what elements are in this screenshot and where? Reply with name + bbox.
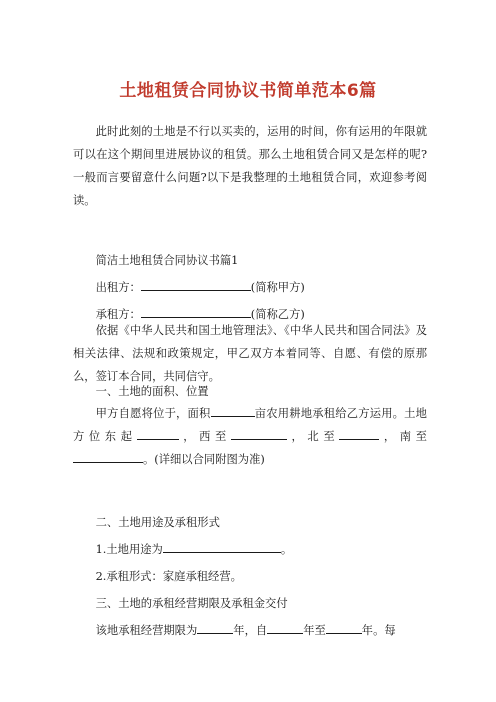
area-blank <box>211 404 255 417</box>
basis-paragraph: 依据《中华人民共和国土地管理法》、《中华人民共和国合同法》及相关法律、法规和政策规定，甲乙双方本着同等、自愿、有偿的原那么，签订本合同，共同信守。 <box>73 324 427 383</box>
document-title: 土地租赁合同协议书简单范本6篇 <box>119 81 377 101</box>
south-blank <box>73 450 143 463</box>
land-area-paragraph <box>73 402 427 471</box>
end-year-blank <box>326 621 362 634</box>
heading-land-area: 一、土地的面积、位置 <box>95 385 209 398</box>
lessee-blank <box>141 305 251 318</box>
west-blank <box>231 427 287 440</box>
use-label: 1.土地用途为 <box>95 543 163 556</box>
use-end: 。 <box>280 543 293 556</box>
lessee-note: (简称乙方) <box>250 308 305 321</box>
term-text-c: 年至 <box>303 624 326 637</box>
intro-paragraph: 此时此刻的土地是不行以买卖的，运用的时间，你有运用的年限就可以在这个期间里进展协议的租赁。那么土地租赁合同又是怎样的呢?一般而言要留意什么问题?以下是我整理的土地租赁合同，欢迎参考阅读。 <box>73 125 427 207</box>
p1-text-c: ，西至 <box>178 430 231 443</box>
term-text-d: 年。每 <box>361 624 396 637</box>
section-title: 简洁土地租赁合同协议书篇1 <box>95 254 239 267</box>
lease-form-line: 2.承租形式：家庭承租经营。 <box>95 570 242 583</box>
term-text-a: 该地承租经营期限为 <box>95 624 198 637</box>
p1-text-e: ，南至 <box>379 430 427 443</box>
east-blank <box>137 427 179 440</box>
term-years-blank <box>197 621 233 634</box>
lessor-label: 出租方： <box>95 281 141 294</box>
heading-term: 三、土地的承租经营期限及承租金交付 <box>95 597 288 610</box>
lessor-note: (简称甲方) <box>250 281 305 294</box>
north-blank <box>339 427 379 440</box>
land-use-line <box>73 538 427 561</box>
p1-text-b: 亩农用耕地承租给乙方运用。土地方位东起 <box>73 407 427 443</box>
lessor-blank <box>141 278 251 291</box>
lessee-label: 承租方： <box>95 308 141 321</box>
heading-land-use: 二、土地用途及承租形式 <box>95 516 220 529</box>
p1-text-f: 。(详细以合同附图为准) <box>143 453 265 466</box>
p1-text-d: ，北至 <box>286 430 340 443</box>
use-blank <box>163 540 281 553</box>
term-text-b: 年，自 <box>233 624 268 637</box>
p1-text-a: 甲方自愿将位于，面积 <box>95 407 211 420</box>
start-year-blank <box>267 621 303 634</box>
term-line <box>73 619 427 642</box>
lessor-line <box>73 276 427 299</box>
